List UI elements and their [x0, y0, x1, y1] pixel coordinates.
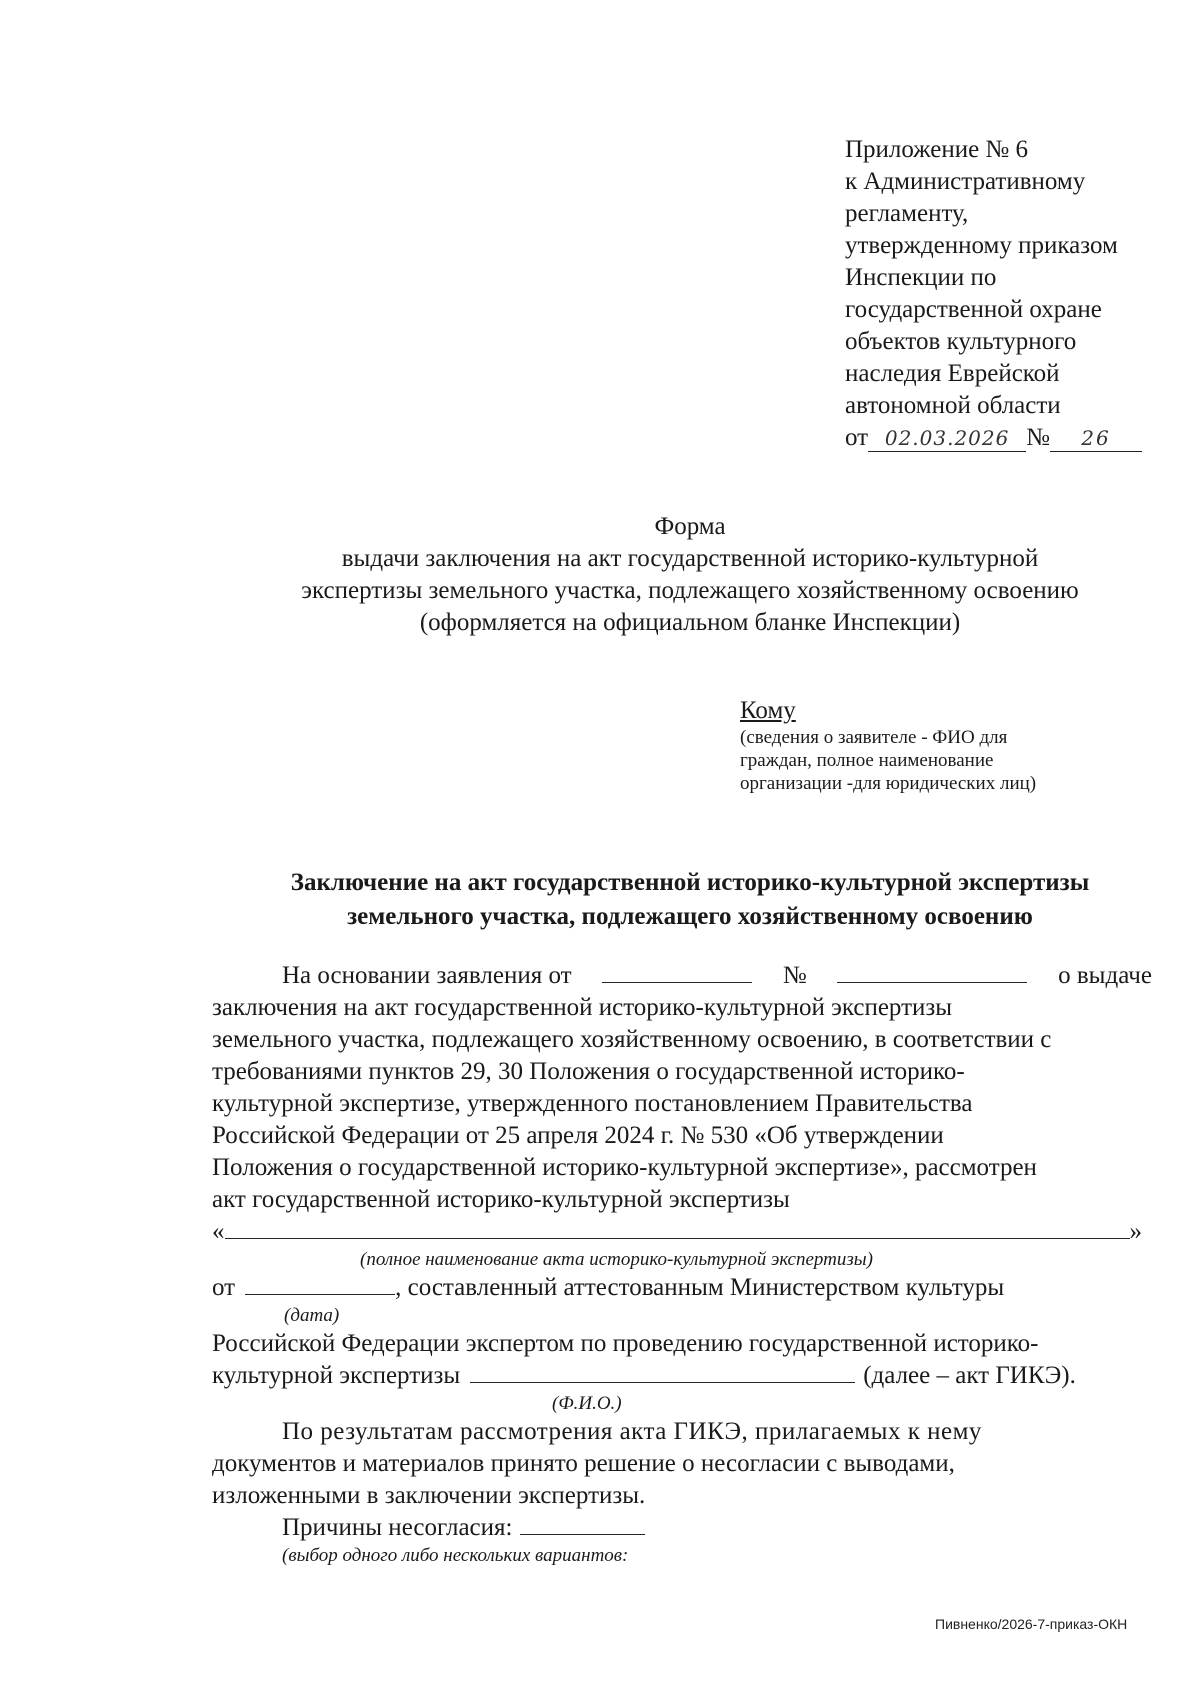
paragraph-line — [212, 1024, 1152, 1056]
quote-close: » — [1129, 1218, 1142, 1245]
paragraph-text: земельного участка, подлежащего хозяйственному освоению, в соответствии с — [212, 1026, 1052, 1053]
form-heading-line: Форма — [654, 513, 726, 540]
hint-date: (дата) — [284, 1305, 340, 1326]
application-subject-text: о выдаче — [1058, 962, 1152, 989]
application-basis-text: На основании заявления от — [282, 962, 572, 989]
expertise-text: культурной экспертизы — [212, 1362, 461, 1389]
paragraph-text: заключения на акт государственной историко-культурной экспертизы — [212, 994, 953, 1021]
handwritten-date: 02.03.2026 — [868, 425, 1026, 452]
paragraph-text: акт государственной историко-культурной экспертизы — [212, 1186, 790, 1213]
paragraph-line — [212, 1480, 1152, 1512]
title-line: земельного участка, подлежащего хозяйственному освоению — [347, 903, 1033, 930]
paragraph-line — [212, 1416, 1152, 1448]
paragraph-line — [212, 1088, 1152, 1120]
reasons-label: Причины несогласия: — [282, 1514, 513, 1541]
act-date-blank — [245, 1272, 395, 1295]
form-heading-line: экспертизы земельного участка, подлежащего хозяйственному освоению — [301, 577, 1079, 604]
application-number-sign: № — [782, 962, 807, 989]
act-date-line — [212, 1272, 1152, 1304]
hint-act-name: (полное наименование акта историко-культурной экспертизы) — [360, 1249, 873, 1270]
date-prefix: от — [845, 424, 869, 451]
document-body — [212, 960, 1152, 1568]
appendix-block — [845, 134, 1175, 454]
appendix-line: утвержденному приказом — [845, 232, 1118, 259]
expert-name-line — [212, 1360, 1152, 1392]
paragraph-line — [212, 992, 1152, 1024]
paragraph-text: По результатам рассмотрения акта ГИКЭ, прилагаемых к нему — [282, 1418, 982, 1445]
paragraph-line — [212, 1056, 1152, 1088]
compiled-by-text: , составленный аттестованным Министерством культуры — [395, 1274, 1005, 1301]
paragraph-text: изложенными в заключении экспертизы. — [212, 1482, 646, 1509]
reasons-blank — [520, 1512, 645, 1535]
paragraph-text: Российской Федерации от 25 апреля 2024 г. № 530 «Об утверждении — [212, 1122, 944, 1149]
paragraph-text: Российской Федерации экспертом по проведению государственной историко- — [212, 1330, 1039, 1357]
appendix-line: регламенту, — [845, 200, 969, 227]
appendix-line: Приложение № 6 — [845, 136, 1029, 163]
recipient-note-line: граждан, полное наименование — [740, 750, 994, 771]
paragraph-line — [212, 1328, 1152, 1360]
appendix-line: к Административному — [845, 168, 1086, 195]
act-name-line — [212, 1216, 1152, 1248]
form-heading — [230, 511, 1150, 639]
quote-open: « — [212, 1218, 225, 1245]
paragraph-first-line — [212, 960, 1152, 992]
recipient-label: Кому — [740, 697, 796, 724]
form-heading-line: (оформляется на официальном бланке Инспекции) — [419, 609, 961, 636]
paragraph-line — [212, 1448, 1152, 1480]
recipient-note-line: (сведения о заявителе - ФИО для — [740, 727, 1008, 748]
hint-choice: (выбор одного либо нескольких вариантов: — [282, 1545, 629, 1566]
conclusion-title — [200, 866, 1180, 934]
recipient-block — [740, 696, 1160, 795]
appendix-line: государственной охране — [845, 296, 1102, 323]
paragraph-line — [212, 1184, 1152, 1216]
act-name-blank — [225, 1216, 1130, 1239]
expert-fio-blank — [470, 1360, 855, 1383]
paragraph-line — [212, 1152, 1152, 1184]
paragraph-text: документов и материалов принято решение о несогласии с выводами, — [212, 1450, 955, 1477]
paragraph-text: требованиями пунктов 29, 30 Положения о государственной историко- — [212, 1058, 965, 1085]
appendix-line: объектов культурного — [845, 328, 1077, 355]
footer-reference: Пивненко/2026-7-приказ-ОКН — [935, 1616, 1128, 1632]
appendix-date-line — [845, 422, 1175, 454]
appendix-line: автономной области — [845, 392, 1061, 419]
hint-fio: (Ф.И.О.) — [552, 1393, 622, 1414]
paragraph-line — [212, 1120, 1152, 1152]
application-number-blank — [837, 960, 1027, 983]
appendix-line: наследия Еврейской — [845, 360, 1060, 387]
number-sign: № — [1026, 424, 1050, 451]
application-date-blank — [602, 960, 752, 983]
appendix-line: Инспекции по — [845, 264, 997, 291]
form-heading-line: выдачи заключения на акт государственной историко-культурной — [341, 545, 1039, 572]
title-line: Заключение на акт государственной историко-культурной экспертизы — [290, 869, 1090, 896]
reasons-line — [212, 1512, 1152, 1544]
hereinafter-text: (далее – акт ГИКЭ). — [863, 1362, 1076, 1389]
recipient-note-line: организации -для юридических лиц) — [740, 773, 1037, 794]
paragraph-text: Положения о государственной историко-культурной экспертизе», рассмотрен — [212, 1154, 1037, 1181]
from-word: от — [212, 1274, 236, 1301]
recipient-note — [740, 726, 1160, 795]
handwritten-number: 26 — [1050, 425, 1142, 452]
paragraph-text: культурной экспертизе, утвержденного постановлением Правительства — [212, 1090, 973, 1117]
